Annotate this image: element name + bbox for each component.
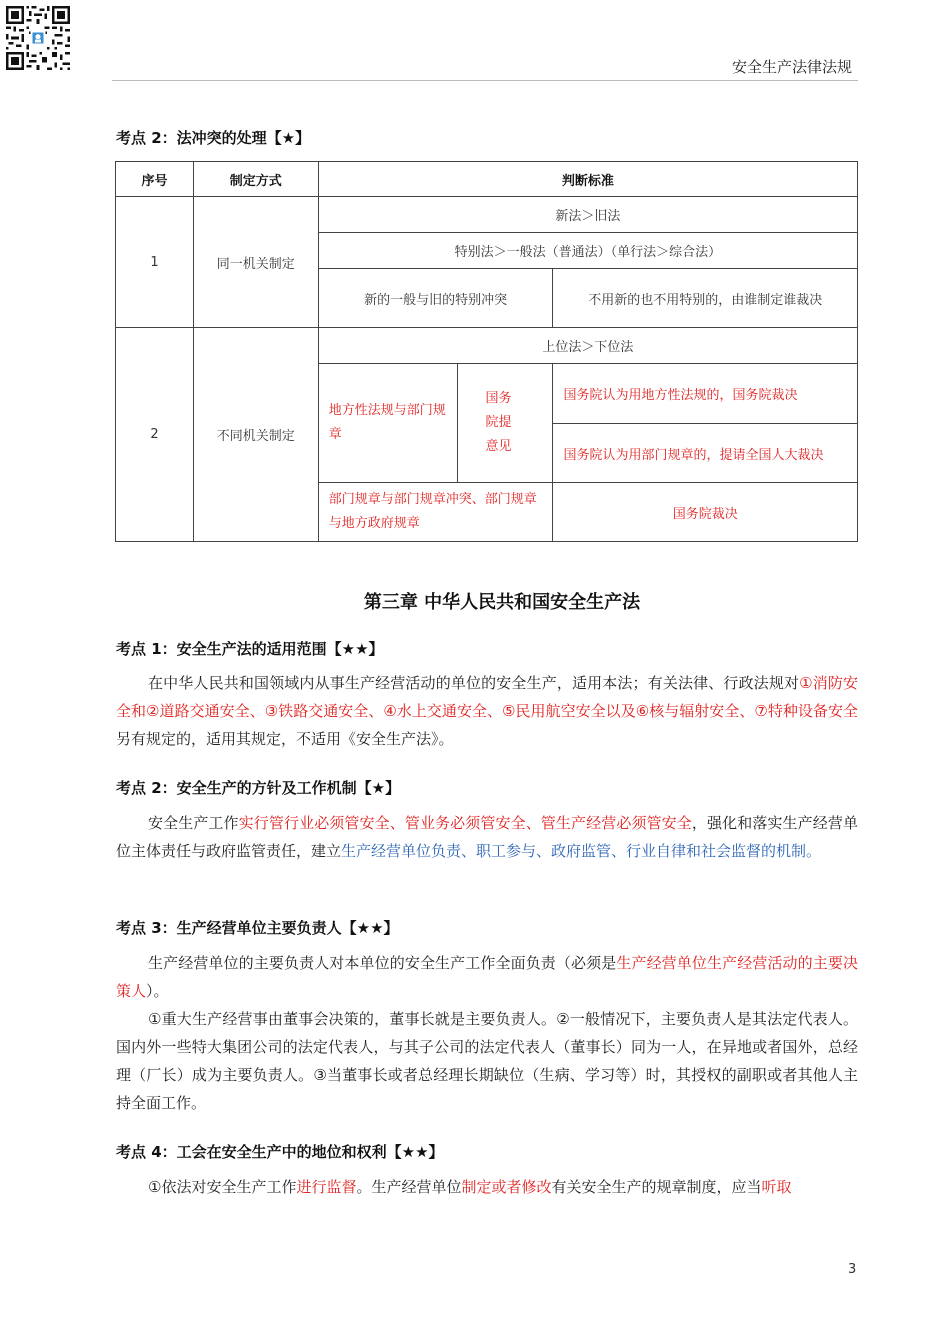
row2-local-vs-dept: 地方性法规与部门规章 — [318, 364, 457, 483]
kp2-paragraph — [116, 809, 858, 865]
kp2-text-a: 安全生产工作 — [148, 814, 239, 832]
row2-decision-state: 国务院裁决 — [553, 483, 858, 542]
kp1-paragraph — [116, 669, 858, 753]
row2-no: 2 — [116, 328, 194, 542]
header-no: 序号 — [116, 162, 194, 197]
row1-rule-c-right: 不用新的也不用特别的，由谁制定谁裁决 — [553, 269, 858, 328]
row1-rule-b: 特别法＞一般法（普通法）（单行法＞综合法） — [318, 233, 857, 269]
row1-method: 同一机关制定 — [193, 197, 318, 328]
table-row — [116, 328, 858, 364]
kp1-text-a: 在中华人民共和国领域内从事生产经营活动的单位的安全生产，适用本法；有关法律、行政法规对 — [148, 674, 800, 692]
kp3-paragraph-2: ①重大生产经营事由董事会决策的，董事长就是主要负责人。②一般情况下，主要负责人是其法定代表人。国内外一些特大集团公司的法定代表人，与其子公司的法定代表人（董事长）同为一人，在异地或者国外，总经理（厂长）成为主要负责人。③当董事长或者总经理长期缺位（生病、学习等）时，其授权的副职或者其他人主持全面工作。 — [116, 1010, 858, 1112]
page-number: 3 — [848, 1262, 857, 1277]
kp4-text-b: 。生产经营单位 — [356, 1178, 462, 1196]
kp3-paragraph-1 — [116, 949, 858, 1005]
section-title-conflict: 考点 2：法冲突的处理【★】 — [116, 129, 311, 147]
kp3-p1-text-a: 生产经营单位的主要负责人对本单位的安全生产工作全面负责（必须是 — [148, 954, 617, 972]
chapter-title: 第三章 中华人民共和国安全生产法 — [363, 592, 641, 613]
row1-no: 1 — [116, 197, 194, 328]
row1-rule-c-left: 新的一般与旧的特别冲突 — [318, 269, 553, 328]
kp4-text-red-2: 制定或者修改 — [461, 1178, 552, 1196]
kp2-title: 考点 2：安全生产的方针及工作机制【★】 — [116, 779, 401, 797]
kp2-text-blue: 生产经营单位负责、职工参与、政府监管、行业自律和社会监督的机制。 — [341, 842, 822, 860]
row1-rule-a: 新法＞旧法 — [318, 197, 857, 233]
kp4-text-a: ①依法对安全生产工作 — [148, 1178, 297, 1196]
kp2-text-b: ，强化和落实生产经营单位主体责任与政府监管责任，建立 — [116, 814, 858, 860]
header-divider — [112, 80, 858, 81]
kp4-text-red-3: 听取 — [761, 1178, 792, 1196]
kp2-text-red: 实行管行业必须管安全、管业务必须管安全、管生产经营必须管安全 — [238, 814, 692, 832]
header-criteria: 判断标准 — [318, 162, 857, 197]
kp3-p1-text-red: 生产经营单位生产经营活动的主要决策人 — [116, 954, 858, 1000]
kp4-text-c: 有关安全生产的规章制度，应当 — [551, 1178, 762, 1196]
row2-method: 不同机关制定 — [193, 328, 318, 542]
row2-rule-a: 上位法＞下位法 — [318, 328, 857, 364]
row2-state-council-opinion: 国务院提意见 — [457, 364, 553, 483]
kp4-text-red-1: 进行监督 — [296, 1178, 357, 1196]
row2-decision-dept: 国务院认为用部门规章的，提请全国人大裁决 — [553, 424, 858, 483]
kp4-paragraph — [116, 1173, 858, 1201]
row2-decision-local: 国务院认为用地方性法规的，国务院裁决 — [553, 364, 858, 424]
kp1-title: 考点 1：安全生产法的适用范围【★★】 — [116, 640, 384, 658]
conflict-table — [115, 161, 858, 542]
qr-code — [6, 6, 70, 70]
table-row — [116, 197, 858, 233]
header-method: 制定方式 — [193, 162, 318, 197]
kp3-title: 考点 3：生产经营单位主要负责人【★★】 — [116, 919, 399, 937]
kp4-title: 考点 4：工会在安全生产中的地位和权利【★★】 — [116, 1143, 444, 1161]
header-title: 安全生产法律法规 — [731, 58, 852, 76]
row2-dept-conflict: 部门规章与部门规章冲突、部门规章与地方政府规章 — [318, 483, 553, 542]
kp1-text-red: ①消防安全和②道路交通安全、③铁路交通安全、④水上交通安全、⑤民用航空安全以及⑥核与辐射安全、⑦特种设备安全 — [116, 674, 858, 720]
table-header-row — [116, 162, 858, 197]
kp3-p1-text-b: ）。 — [146, 982, 169, 1000]
kp1-text-b: 另有规定的，适用其规定，不适用《安全生产法》。 — [116, 730, 454, 748]
